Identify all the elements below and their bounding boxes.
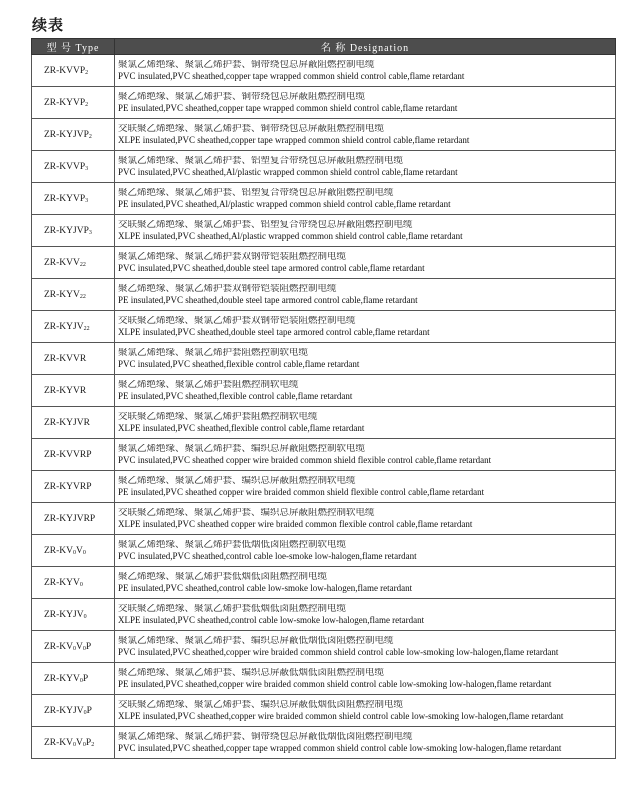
table-row	[32, 567, 616, 599]
table-row	[32, 311, 616, 343]
model-type-cell	[32, 567, 115, 599]
table-row	[32, 87, 616, 119]
designation-column-header: 名 称 Designation	[115, 39, 616, 55]
table-row	[32, 215, 616, 247]
model-subscript: 0	[73, 741, 77, 748]
model-code-part: ZR-KV	[44, 737, 74, 748]
model-subscript: 0	[82, 645, 86, 652]
table-row	[32, 343, 616, 375]
chinese-designation: 交联聚乙烯绝缘、聚氯乙烯护套阻燃控制软电缆	[118, 411, 318, 422]
model-type-cell	[32, 343, 115, 375]
model-subscript: 2	[91, 741, 95, 748]
model-type-cell	[32, 439, 115, 471]
designation-cell	[115, 663, 616, 695]
model-code-part: P	[85, 641, 92, 652]
model-code-part: ZR-KVVP	[44, 65, 86, 76]
model-subscript: 0	[82, 549, 86, 556]
english-designation: PE insulated,PVC sheathed,double steel tape armored control cable,flame retardant	[118, 294, 418, 305]
model-type-cell	[32, 151, 115, 183]
model-subscript: 0	[83, 613, 87, 620]
model-code-part: ZR-KV	[44, 545, 74, 556]
model-code-part: ZR-KYV	[44, 577, 80, 588]
model-code-part: ZR-KYJVP	[44, 129, 89, 140]
chinese-designation: 交联聚乙烯绝缘、聚氯乙烯护套低烟低卤阻燃控制电缆	[118, 603, 347, 614]
english-designation: PE insulated,PVC sheathed,Al/plastic wrapped common shield control cable,flame retardant	[118, 198, 451, 209]
chinese-designation: 聚氯乙烯绝缘、聚氯乙烯护套双钢带铠装阻燃控制电缆	[118, 251, 347, 262]
designation-cell	[115, 375, 616, 407]
designation-cell	[115, 215, 616, 247]
model-type-cell	[32, 631, 115, 663]
english-designation: PE insulated,PVC sheathed,copper wire braided common shield control cable low-smoking low-halogen,flame retardant	[118, 678, 552, 689]
designation-cell	[115, 535, 616, 567]
english-designation: PVC insulated,PVC sheathed,control cable loe-smoke low-halogen,flame retardant	[118, 550, 417, 561]
chinese-designation: 交联聚乙烯绝缘、聚氯乙烯护套、编织总屏蔽阻燃控制软电缆	[118, 507, 375, 518]
model-type-cell	[32, 119, 115, 151]
model-type-cell	[32, 407, 115, 439]
model-subscript: 2	[85, 101, 89, 108]
table-row	[32, 727, 616, 759]
type-column-header: 型 号 Type	[32, 39, 115, 55]
model-subscript: 0	[82, 741, 86, 748]
table-row	[32, 55, 616, 87]
model-subscript: 0	[79, 677, 83, 684]
chinese-designation: 聚乙烯绝缘、聚氯乙烯护套、铝塑复合带绕包总屏蔽阻燃控制电缆	[118, 187, 394, 198]
model-code-part: ZR-KYV	[44, 289, 80, 300]
chinese-designation: 交联聚乙烯绝缘、聚氯乙烯护套双钢带铠装阻燃控制电缆	[118, 315, 356, 326]
designation-cell	[115, 567, 616, 599]
designation-cell	[115, 343, 616, 375]
table-row	[32, 663, 616, 695]
designation-cell	[115, 599, 616, 631]
model-code-part: P	[85, 737, 92, 748]
model-subscript: 22	[83, 325, 90, 332]
model-code-part: ZR-KVVRP	[44, 449, 92, 460]
model-subscript: 0	[73, 645, 77, 652]
designation-cell	[115, 503, 616, 535]
designation-cell	[115, 439, 616, 471]
model-code-part: ZR-KYVP	[44, 193, 86, 204]
table-row	[32, 695, 616, 727]
model-code-part: ZR-KYJV	[44, 705, 84, 716]
model-code-part: V	[76, 545, 83, 556]
chinese-designation: 交联聚乙烯绝缘、聚氯乙烯护套、编织总屏蔽低烟低卤阻燃控制电缆	[118, 699, 404, 710]
english-designation: PVC insulated,PVC sheathed,copper wire braided common shield control cable low-smoking low-halogen,flame retardant	[118, 646, 559, 657]
english-designation: PVC insulated,PVC sheathed copper wire braided common shield flexible control cable,flame retardant	[118, 454, 492, 465]
model-type-cell	[32, 247, 115, 279]
chinese-designation: 聚氯乙烯绝缘、聚氯乙烯护套阻燃控制软电缆	[118, 347, 309, 358]
table-row	[32, 151, 616, 183]
chinese-designation: 交联聚乙烯绝缘、聚氯乙烯护套、铜带绕包总屏蔽阻燃控制电缆	[118, 123, 385, 134]
english-designation: XLPE insulated,PVC sheathed copper wire braided common flexible control cable,flame retardant	[118, 518, 473, 529]
designation-cell	[115, 151, 616, 183]
chinese-designation: 交联聚乙烯绝缘、聚氯乙烯护套、铝塑复合带绕包总屏蔽阻燃控制电缆	[118, 219, 413, 230]
model-code-part: ZR-KYJVR	[44, 417, 90, 428]
english-designation: PVC insulated,PVC sheathed,copper tape wrapped common shield control cable,flame retardant	[118, 70, 465, 81]
model-subscript: 0	[73, 549, 77, 556]
table-row	[32, 535, 616, 567]
model-code-part: ZR-KYJV	[44, 321, 84, 332]
english-designation: PE insulated,PVC sheathed copper wire braided common shield flexible control cable,flame retardant	[118, 486, 485, 497]
table-row	[32, 599, 616, 631]
english-designation: PE insulated,PVC sheathed,copper tape wrapped common shield control cable,flame retardant	[118, 102, 458, 113]
designation-cell	[115, 695, 616, 727]
english-designation: XLPE insulated,PVC sheathed,double steel tape armored control cable,flame retardant	[118, 326, 430, 337]
model-subscript: 0	[83, 709, 87, 716]
page-title: 续表	[32, 16, 65, 34]
table-row	[32, 407, 616, 439]
model-type-cell	[32, 471, 115, 503]
model-type-cell	[32, 87, 115, 119]
designation-cell	[115, 55, 616, 87]
model-code-part: ZR-KYV	[44, 673, 80, 684]
english-designation: PE insulated,PVC sheathed,control cable low-smoke low-halogen,flame retardant	[118, 582, 413, 593]
designation-cell	[115, 311, 616, 343]
model-type-cell	[32, 695, 115, 727]
chinese-designation: 聚乙烯绝缘、聚氯乙烯护套、铜带绕包总屏蔽阻燃控制电缆	[118, 91, 366, 102]
table-row	[32, 119, 616, 151]
model-type-cell	[32, 599, 115, 631]
english-designation: XLPE insulated,PVC sheathed,copper tape wrapped common shield control cable,flame retardant	[118, 134, 470, 145]
table-header-row	[32, 39, 616, 55]
chinese-designation: 聚乙烯绝缘、聚氯乙烯护套、编织总屏蔽阻燃控制软电缆	[118, 475, 356, 486]
model-code-part: ZR-KYJV	[44, 609, 84, 620]
designation-cell	[115, 119, 616, 151]
model-code-part: ZR-KYJVRP	[44, 513, 96, 524]
cable-spec-table	[31, 38, 616, 759]
model-type-cell	[32, 727, 115, 759]
designation-cell	[115, 631, 616, 663]
model-subscript: 0	[79, 581, 83, 588]
model-code-part: ZR-KV	[44, 641, 74, 652]
english-designation: XLPE insulated,PVC sheathed,flexible control cable,flame retardant	[118, 422, 365, 433]
model-type-cell	[32, 311, 115, 343]
model-type-cell	[32, 55, 115, 87]
model-code-part: P	[82, 673, 89, 684]
model-subscript: 3	[85, 197, 89, 204]
model-code-part: ZR-KVV	[44, 257, 80, 268]
model-code-part: ZR-KVVR	[44, 353, 87, 364]
model-code-part: ZR-KVVP	[44, 161, 86, 172]
model-subscript: 3	[85, 165, 89, 172]
english-designation: PVC insulated,PVC sheathed,double steel tape armored control cable,flame retardant	[118, 262, 425, 273]
chinese-designation: 聚氯乙烯绝缘、聚氯乙烯护套低烟低卤阻燃控制软电缆	[118, 539, 347, 550]
model-code-part: V	[76, 737, 83, 748]
english-designation: PVC insulated,PVC sheathed,flexible control cable,flame retardant	[118, 358, 360, 369]
chinese-designation: 聚氯乙烯绝缘、聚氯乙烯护套、铜带绕包总屏蔽阻燃控制电缆	[118, 59, 375, 70]
model-subscript: 2	[85, 69, 89, 76]
chinese-designation: 聚氯乙烯绝缘、聚氯乙烯护套、铝塑复合带绕包总屏蔽阻燃控制电缆	[118, 155, 404, 166]
model-type-cell	[32, 663, 115, 695]
english-designation: PVC insulated,PVC sheathed,Al/plastic wrapped common shield control cable,flame retardant	[118, 166, 458, 177]
designation-cell	[115, 279, 616, 311]
table-row	[32, 471, 616, 503]
model-code-part: ZR-KYJVP	[44, 225, 89, 236]
chinese-designation: 聚乙烯绝缘、聚氯乙烯护套双钢带铠装阻燃控制电缆	[118, 283, 337, 294]
table-row	[32, 631, 616, 663]
chinese-designation: 聚氯乙烯绝缘、聚氯乙烯护套、编织总屏蔽阻燃控制软电缆	[118, 443, 366, 454]
model-type-cell	[32, 215, 115, 247]
chinese-designation: 聚乙烯绝缘、聚氯乙烯护套、编织总屏蔽低烟低卤阻燃控制电缆	[118, 667, 385, 678]
chinese-designation: 聚氯乙烯绝缘、聚氯乙烯护套、编织总屏蔽低烟低卤阻燃控制电缆	[118, 635, 394, 646]
english-designation: XLPE insulated,PVC sheathed,Al/plastic wrapped common shield control cable,flame retardant	[118, 230, 463, 241]
model-type-cell	[32, 279, 115, 311]
model-code-part: ZR-KYVR	[44, 385, 87, 396]
model-code-part: ZR-KYVP	[44, 97, 86, 108]
model-type-cell	[32, 503, 115, 535]
table-row	[32, 375, 616, 407]
english-designation: PE insulated,PVC sheathed,flexible control cable,flame retardant	[118, 390, 353, 401]
model-type-cell	[32, 375, 115, 407]
designation-cell	[115, 471, 616, 503]
model-code-part: P	[86, 705, 92, 716]
designation-cell	[115, 87, 616, 119]
chinese-designation: 聚乙烯绝缘、聚氯乙烯护套阻燃控制软电缆	[118, 379, 299, 390]
designation-cell	[115, 183, 616, 215]
model-type-cell	[32, 183, 115, 215]
designation-cell	[115, 727, 616, 759]
model-subscript: 3	[88, 229, 92, 236]
model-subscript: 22	[79, 293, 86, 300]
english-designation: XLPE insulated,PVC sheathed,control cable low-smoke low-halogen,flame retardant	[118, 614, 425, 625]
model-code-part: ZR-KYVRP	[44, 481, 92, 492]
model-subscript: 22	[79, 261, 86, 268]
table-body	[32, 55, 616, 759]
table-row	[32, 279, 616, 311]
english-designation: XLPE insulated,PVC sheathed,copper wire braided common shield control cable low-smoking low-halogen,flame retardant	[118, 710, 564, 721]
designation-cell	[115, 247, 616, 279]
table-row	[32, 439, 616, 471]
english-designation: PVC insulated,PVC sheathed,copper tape wrapped common shield control cable low-smoking low-halogen,flame retardant	[118, 742, 562, 753]
table-row	[32, 247, 616, 279]
model-type-cell	[32, 535, 115, 567]
model-subscript: 2	[88, 133, 92, 140]
designation-cell	[115, 407, 616, 439]
table-row	[32, 183, 616, 215]
table-row	[32, 503, 616, 535]
chinese-designation: 聚氯乙烯绝缘、聚氯乙烯护套、铜带绕包总屏蔽低烟低卤阻燃控制电缆	[118, 731, 413, 742]
model-code-part: V	[76, 641, 83, 652]
chinese-designation: 聚乙烯绝缘、聚氯乙烯护套低烟低卤阻燃控制电缆	[118, 571, 328, 582]
